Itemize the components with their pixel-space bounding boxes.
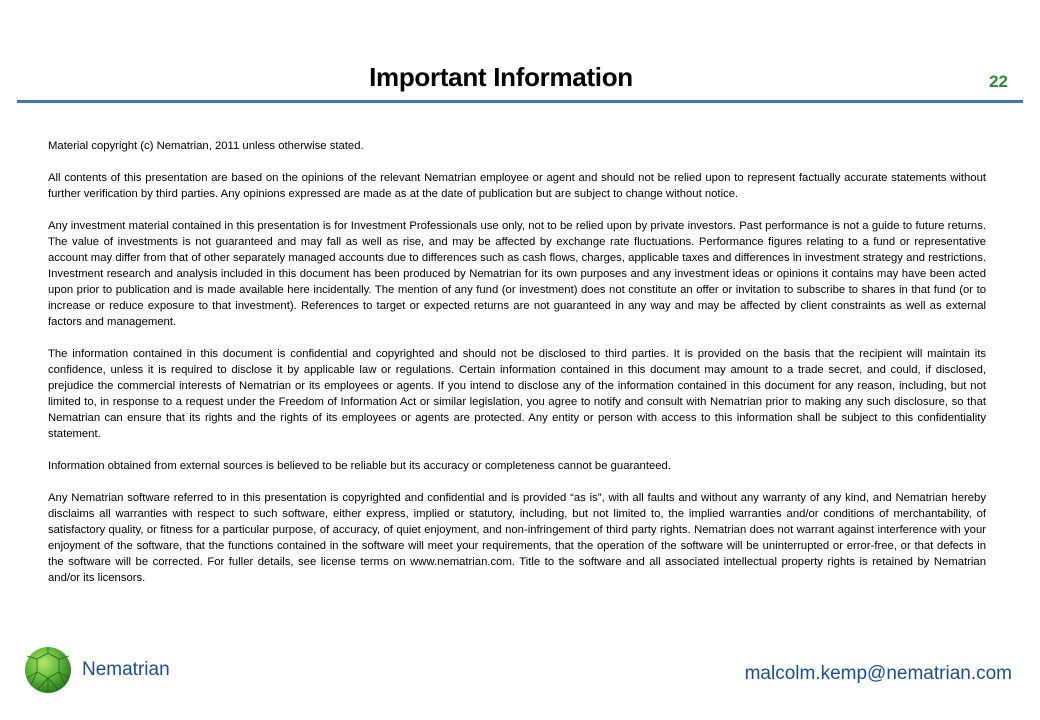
page-title: Important Information (369, 62, 633, 92)
paragraph-software: Any Nematrian software referred to in this presentation is copyrighted and confidential and is provided “as is”, with all faults and without any warranty of any kind, and Nematrian hereby disclaims all warranties with respect to such software, either express, implied or statutory, including, but not limited to, the implied warranties and/or conditions of merchantability, of satisfactory quality, or fitness for a particular purpose, of accuracy, of quiet enjoyment, and non-infringement of third party rights. Nematrian does not warrant against interference with your enjoyment of the software, that the functions contained in the software will meet your requirements, that the operation of the software will be uninterrupted or error-free, or that defects in the software will be corrected. For fuller details, see license terms on www.nematrian.com. Title to the software and all associated intellectual property rights is retained by Nematrian and/or its licensors. (48, 492, 986, 584)
title-divider (17, 100, 1023, 103)
paragraph-copyright: Material copyright (c) Nematrian, 2011 unless otherwise stated. (48, 140, 364, 152)
page-number: 22 (989, 72, 1008, 91)
paragraph-external-sources: Information obtained from external sources is believed to be reliable but its accuracy or completeness cannot be guaranteed. (48, 460, 671, 472)
paragraph-opinions: All contents of this presentation are based on the opinions of the relevant Nematrian employee or agent and should not be relied upon to represent factually accurate statements without further verification by third parties. Any opinions expressed are made as at the date of publication but are subject to change without notice. (48, 172, 986, 200)
nematrian-logo-icon (23, 645, 73, 695)
brand-name: Nematrian (82, 659, 170, 680)
contact-email[interactable]: malcolm.kemp@nematrian.com (744, 663, 1012, 684)
disclaimer-body (48, 138, 986, 602)
paragraph-confidentiality: The information contained in this document is confidential and copyrighted and should not be disclosed to third parties. It is provided on the basis that the recipient will maintain its confidence, unless it is required to disclose it by applicable law or regulations. Certain information contained in this document may amount to a trade secret, and could, if disclosed, prejudice the commercial interests of Nematrian or its employees or agents. If you intend to disclose any of the information contained in this document for any reason, including, but not limited to, in response to a request under the Freedom of Information Act or similar legislation, you agree to notify and consult with Nematrian prior to making any such disclosure, so that Nematrian can ensure that its rights and the rights of its employees or agents are protected. Any entity or person with access to this information shall be subject to this confidentiality statement. (48, 348, 986, 440)
paragraph-investment: Any investment material contained in this presentation is for Investment Professionals use only, not to be relied upon by private investors. Past performance is not a guide to future returns. The value of investments is not guaranteed and may fall as well as rise, and may be affected by exchange rate fluctuations. Performance figures relating to a fund or representative account may differ from that of other separately managed accounts due to differences such as cash flows, charges, applicable taxes and differences in investment strategy and restrictions. Investment research and analysis included in this document has been produced by Nematrian for its own purposes and any investment ideas or opinions it contains may have been acted upon prior to publication and is made available here incidentally. The mention of any fund (or investment) does not constitute an offer or invitation to subscribe to shares in that fund (or to increase or reduce exposure to that investment). References to target or expected returns are not guaranteed in any way and may be affected by client constraints as well as external factors and management. (48, 220, 986, 328)
